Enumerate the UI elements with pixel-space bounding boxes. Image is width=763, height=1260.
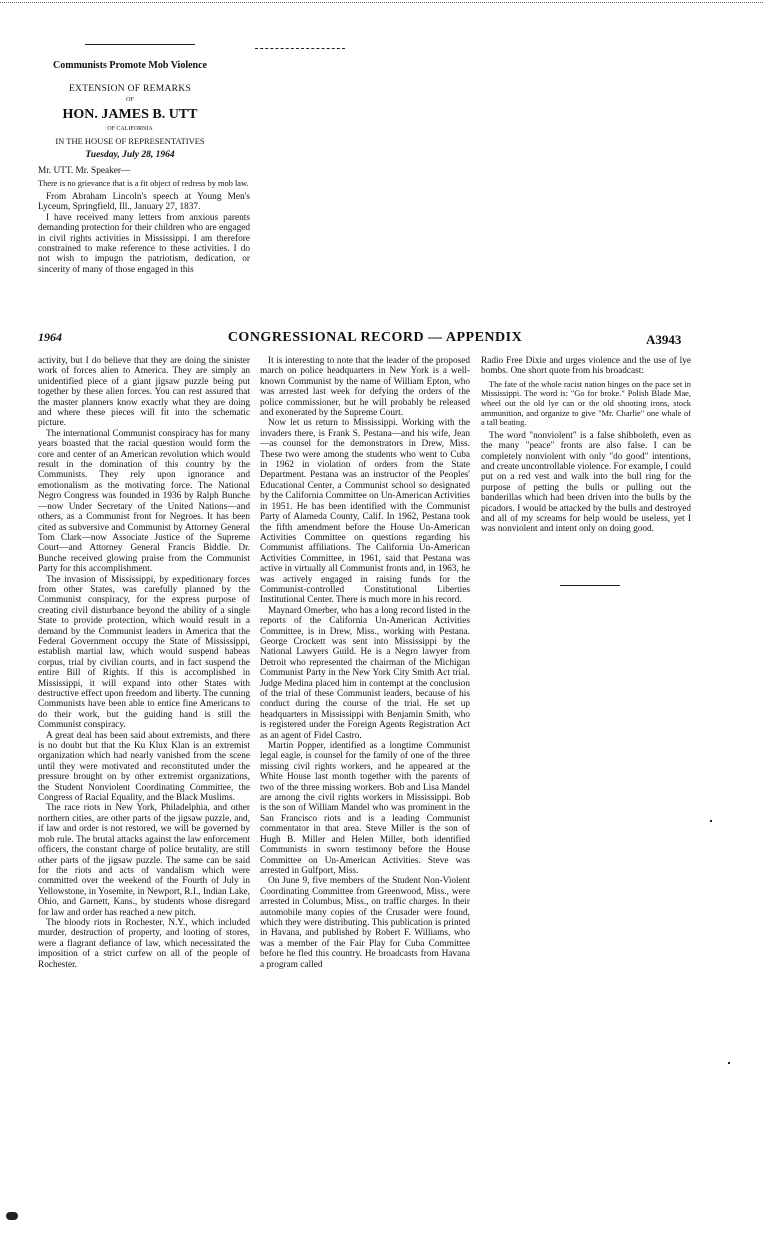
broadcast-quote: The fate of the whole racist nation hinges on the pace set in Mississippi. The word is: "Go for broke." Polish Blade Mae, wheel out the old lye can or the old shooting irons, stock ammunition, and organize to give "Mr. Charlie" one whale of a tall beating. xyxy=(481,379,691,428)
running-head-page: A3943 xyxy=(646,332,682,347)
col2-paragraph: On June 9, five members of the Student Non-Violent Coordinating Committee from Greenwood, Miss., were arrested in Columbus, Miss., on traffic charges. In their automobile many copies of the Crusader were found, which they were distributing. This publication is printed in Havana, and published by Robert F. Williams, who was a member of the Fair Play for Cuba Committee before he fled this country. He broadcasts from Havana a program called xyxy=(260,876,470,970)
scan-top-border xyxy=(0,2,763,3)
of-label: OF xyxy=(126,97,134,103)
col2-paragraph: Now let us return to Mississippi. Working with the invaders there, is Frank S. Pestana—and his wife, Jean—as counsel for the demonstrators in Drew, Miss. These two were among the students who went to Cuba in 1962 in violation of orders from the State Department. Pestana was an instructor of the Peoples' Educational Center, a Communist school so designated by the California Committee on Un-American Activities in 1951. He has been identified with the Communist Party of Alameda County, Calif. In 1962, Pestana took the fifth amendment before the House Un-American Activities Committee on questions regarding his Communist affiliations. The California Un-American Activities Committee, in 1961, said that Pestana was active in virtually all Communist fronts and, in 1963, he was actively engaged in raising funds for the Communist-controlled Constitutional Liberties Institutional Center. There is much more in his record. xyxy=(260,418,470,606)
member-name: HON. JAMES B. UTT xyxy=(62,107,198,122)
col2-paragraph: It is interesting to note that the leader of the proposed march on police headquarters in New York is a well-known Communist by the name of William Epton, who was arrested last week for defying the orders of the police commissioner, but he will probably be released and exonerated by the Supreme Court. xyxy=(260,356,470,419)
house-label: IN THE HOUSE OF REPRESENTATIVES xyxy=(55,136,205,146)
top-rule-2 xyxy=(255,48,345,49)
extension-of-remarks: EXTENSION OF REMARKS xyxy=(68,84,192,94)
col3-paragraph: Radio Free Dixie and urges violence and the use of lye bombs. One short quote from his broadcast: xyxy=(481,356,691,377)
scan-speck xyxy=(6,1212,18,1220)
col1-paragraph: activity, but I do believe that they are doing the sinister work of forces alien to America. They are simply an unidentified piece of a giant jigsaw puzzle being put together by these alien forces. You can rest assured that the master planners know exactly what they are doing and where these pieces will fit into the schematic picture. xyxy=(38,356,250,429)
lincoln-quote: There is no grievance that is a fit object of redress by mob law. xyxy=(38,179,249,189)
intro-text xyxy=(38,166,250,275)
column-1 xyxy=(38,356,250,1256)
col1-paragraph: A great deal has been said about extremists, and there is no doubt but that the Ku Klux Klan is an extremist organization which had nearly vanished from the scene until they were motivated and reconstituted under the pressure brought on by other extremist organizations, the Student Nonviolent Coordinating Committee, the Congress of Racial Equality, and the Black Muslims. xyxy=(38,730,250,804)
article-heading: Communists Promote Mob Violence xyxy=(53,60,207,71)
quote-attribution: From Abraham Lincoln's speech at Young Men's Lyceum, Springfield, Ill., January 27, 1837. xyxy=(38,192,250,213)
column-2 xyxy=(260,356,470,1256)
running-head-title: CONGRESSIONAL RECORD — APPENDIX xyxy=(227,330,523,345)
running-head-year: 1964 xyxy=(38,330,62,344)
col1-paragraph: The bloody riots in Rochester, N.Y., which included murder, destruction of property, and looting of stores, were a flagrant defiance of law, which necessitated the imposition of a strict curfew on all of the people of Rochester. xyxy=(38,917,250,970)
col2-paragraph: Martin Popper, identified as a longtime Communist legal eagle, is counsel for the family of one of the three missing civil rights workers, and he appeared at the White House last month together with the parents of two of the three missing workers. Bob and Lisa Mandel are among the civil rights workers in Mississippi. Bob is the son of William Mandel who was prominent in the San Francisco riots and is a leading Communist commentator in that area. Steve Miller is the son of Hugh B. Miller and Helen Miller, both identified Communists in sworn testimony before the House Committee on Un-American Activities. Steve was arrested in Gulfport, Miss. xyxy=(260,741,470,876)
column-3 xyxy=(481,356,691,535)
intro-paragraph: Mr. UTT. Mr. Speaker— xyxy=(38,166,131,176)
col3-paragraph: The word "nonviolent" is a false shibboleth, even as the many "peace" fronts are also false. I can be completely nonviolent with only "do good" intentions, and create uncontrollable violence. For example, I could put on a red vest and walk into the bull ring for the purpose of petting the bulls or pulling out the banderillas which had been driven into the bulls by the picadors. I would be attacked by the bulls and destroyed and all of my screams for help would be useless, yet I was nonviolent and intent only on doing good. xyxy=(481,430,691,535)
col1-paragraph: The international Communist conspiracy has for many years boasted that the racial question would form the core and center of an American revolution which would result in the domination of this country by the Communists. They rely upon ignorance and emotionalism as the motivating force. The National Negro Congress was founded in 1936 by Ralph Bunche—now Under Secretary of the United Nations—and others, as a Communist front for Negroes. It has been cited as subversive and Communist by Attorney General Tom Clark—now Associate Justice of the Supreme Court—and Attorney General Francis Biddle. Dr. Bunche received glowing praise from the Communist Party for this accomplishment. xyxy=(38,428,250,575)
member-state: OF CALIFORNIA xyxy=(107,126,153,132)
scan-speck xyxy=(710,820,712,822)
end-rule xyxy=(560,585,620,586)
top-rule xyxy=(85,44,195,45)
col2-paragraph: Maynard Omerber, who has a long record listed in the reports of the California Un-American Activities Committee, is in Drew, Miss., working with Pestana. George Crockett was sent into Mississippi by the National Lawyers Guild. He is a Negro lawyer from Detroit who represented the chairman of the Michigan Communist Party in the New York City Smith Act trial. Judge Medina placed him in contempt at the conclusion of the trial of these Communist leaders, because of his conduct during the course of the trial. He set up headquarters in Mississippi with Benjamin Smith, who is registered under the Foreign Agents Registration Act as an agent of Fidel Castro. xyxy=(260,605,470,741)
col1-paragraph: The invasion of Mississippi, by expeditionary forces from other States, was carefully planned by the Communist conspiracy, for the express purpose of creating civil disturbance beyond the ability of a single State to provide protection, which would result in a demand by the Communist leaders in America that the Federal Government occupy the State of Mississippi, establish martial law, which would suspend habeas corpus, trial by civilian courts, and in fact suspend the entire Bill of Rights. If this is accomplished in Mississippi, it will expand into other States with destructive effect upon freedom and liberty. The cunning Communists have been able to entice fine Americans to do their work, but the guiding hand is still the Communist conspiracy. xyxy=(38,574,250,731)
intro-paragraph-2: I have received many letters from anxious parents demanding protection for their children who are engaged in civil rights activities in Mississippi. I am therefore constrained to make reference to these activities. I do not wish to impugn the patriotism, dedication, or sincerity of many of those engaged in this xyxy=(38,212,250,275)
col1-paragraph: The race riots in New York, Philadelphia, and other northern cities, are other parts of the jigsaw puzzle, and, if law and order is not restored, we will be governed by mob rule. The brutal attacks against the law enforcement officers, the constant charge of police brutality, are still other parts of the jigsaw puzzle. The same can be said for the riots and acts of vandalism which were committed over the weekend of the Fourth of July in Yellowstone, in Yosemite, in Newport, R.I., Indian Lake, Ohio, and Garnett, Kans., by students whose disregard for law and order has reached a new pitch. xyxy=(38,803,250,918)
scan-speck xyxy=(728,1062,730,1064)
speech-date: Tuesday, July 28, 1964 xyxy=(85,150,175,160)
